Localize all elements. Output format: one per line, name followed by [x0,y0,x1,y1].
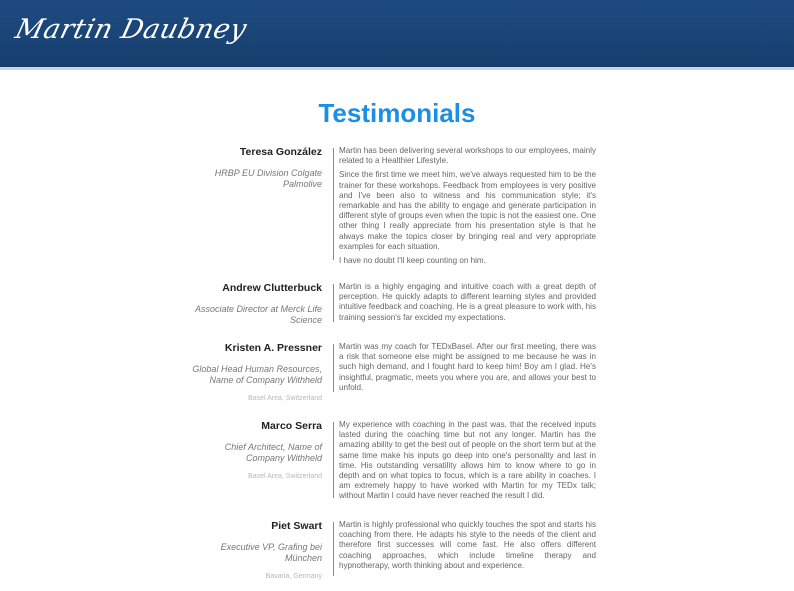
testimonial-divider [333,148,334,260]
testimonial-location: Bavaria, Germany [265,573,322,580]
quote-paragraph: My experience with coaching in the past was, that the received inputs lasted during the coaching time but not any longer. Martin has the amazing ability to get the best out of people on the short term but at the same time make his inputs go deep into one's personality and last in time. His outstanding versatility allows him to know where to go in depth and on what topics to focus, which is a rare ability in coaches. I am extremely happy to have worked with Martin for my TEDx talk; without Martin I could have never reached the result I did. [339,420,596,501]
testimonial-meta [170,520,322,581]
page-title: Testimonials [318,98,476,128]
testimonial-meta [170,146,322,190]
testimonial-role: Global Head Human Resources, Name of Company Withheld [192,364,322,385]
quote-paragraph: Martin is highly professional who quickly touches the spot and starts his coaching from there. He adapts his style to the needs of the client and therefore first successes will come fast. He also offers different coaching approaches, which include timeline therapy and hypnotherapy, worth thinking about and experience. [339,520,596,570]
testimonial-meta [170,342,322,403]
testimonial-quote [339,342,596,397]
quote-paragraph: Martin was my coach for TEDxBasel. After our first meeting, there was a risk that someone else might be assigned to me because he was in such high demand, and I fought hard to keep him! Boy am I glad. He's insightful, pragmatic, meets you where you are, and allows your best to unfold. [339,342,596,392]
site-header [0,0,794,70]
testimonial-location: Basel Area, Switzerland [248,473,322,480]
quote-paragraph: I have no doubt I'll keep counting on him. [339,256,486,266]
testimonial-meta [170,282,322,326]
testimonial-name: Kristen A. Pressner [224,342,322,354]
testimonial-divider [333,522,334,576]
quote-paragraph: Since the first time we meet him, we've always requested him to be the trainer for these workshops. Feedback from employees is very positive and I've been also to witness and his communication style; it's remarkable and has the ability to engage and generate participation in different style of groups even when the topic is not the easiest one. One other thing I really appreciate from his presentation style is that he always make the topics closer by bringing real and very appropriate examples for each situation. [339,170,596,251]
testimonial-location: Basel Area, Switzerland [248,395,322,402]
testimonial-quote [339,146,596,270]
testimonial-role: HRBP EU Division Colgate Palmolive [214,168,322,189]
testimonial-name: Marco Serra [261,420,322,432]
testimonial-role: Chief Architect, Name of Company Withheld [224,442,322,463]
quote-paragraph: Martin is a highly engaging and intuitive coach with a great depth of perception. He quickly adapts to different learning styles and provided intuitive feedback and coaching. He is a great pleasure to work with, his training session's far excided my expectations. [339,282,596,322]
testimonial-role: Executive VP, Grafing bei München [220,542,322,563]
logo[interactable]: Martin Daubney [12,14,251,45]
testimonial-name: Andrew Clutterbuck [222,282,322,294]
testimonial-name: Teresa González [239,146,322,158]
testimonial-meta [170,420,322,481]
testimonial-quote [339,420,596,506]
testimonial-role: Associate Director at Merck Life Science [194,304,322,325]
testimonial-quote [339,520,596,575]
testimonial-name: Piet Swart [271,520,322,532]
testimonial-divider [333,422,334,498]
testimonial-divider [333,344,334,392]
quote-paragraph: Martin has been delivering several workshops to our employees, mainly related to a Healthier Lifestyle. [339,146,596,166]
testimonial-divider [333,284,334,322]
testimonial-quote [339,282,596,327]
